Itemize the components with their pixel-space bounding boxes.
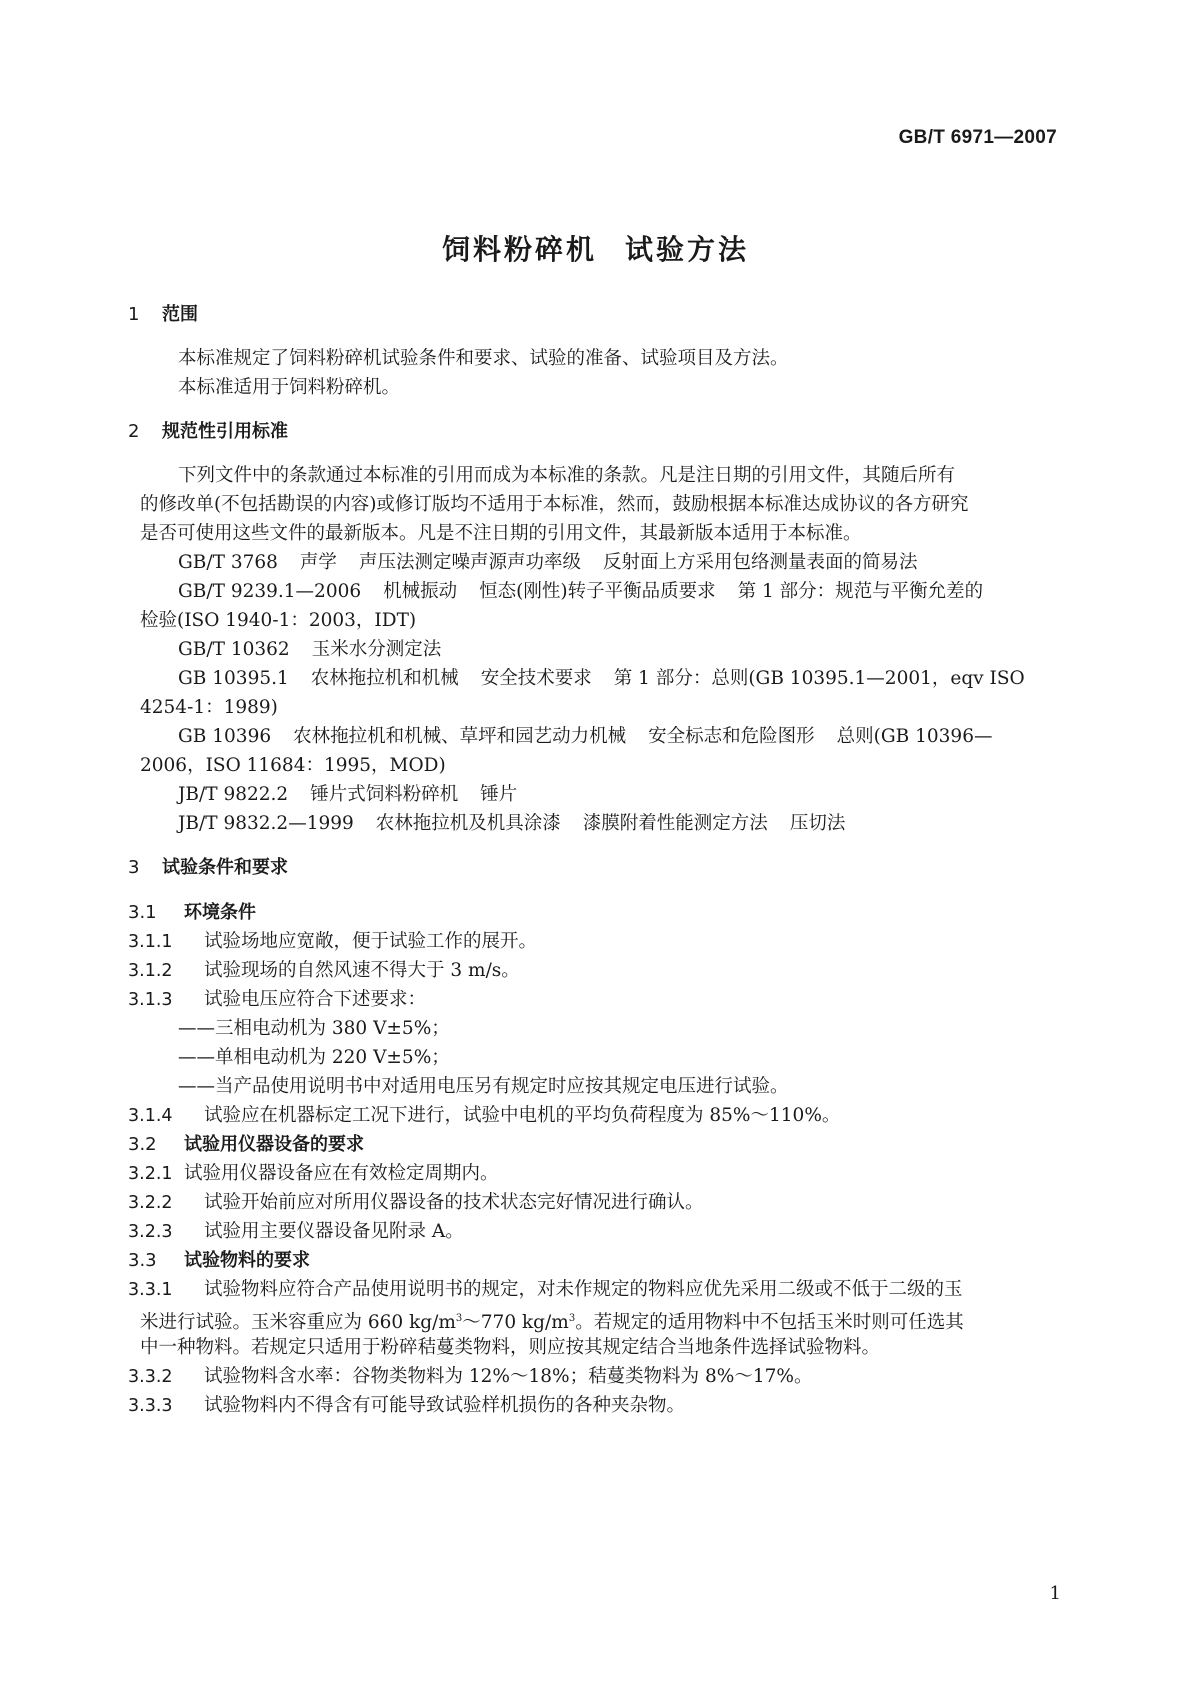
standard-code: GB/T 6971—2007 <box>898 127 1057 148</box>
ref-text: 玉米水分测定法 <box>311 639 442 660</box>
dash-list-item: ——单相电动机为 220 V±5%； <box>178 1047 450 1068</box>
clause-text: 试验用仪器设备应在有效检定周期内。 <box>184 1163 499 1184</box>
ref-code: GB/T 3768 <box>178 552 278 573</box>
subsection-number: 3.3 <box>128 1250 157 1271</box>
title-part-1: 饲料粉碎机 <box>441 233 597 266</box>
ref-code: GB 10395.1 <box>178 668 289 689</box>
clause-text: 试验用主要仪器设备见附录 A。 <box>204 1221 464 1242</box>
paragraph-line: 是否可使用这些文件的最新版本。凡是不注日期的引用文件，其最新版本适用于本标准。 <box>140 523 862 544</box>
clause-text: 试验场地应宽敞，便于试验工作的展开。 <box>204 931 538 952</box>
reference-continuation: 检验(ISO 1940-1：2003，IDT) <box>140 610 417 631</box>
section-number: 1 <box>128 304 140 325</box>
section-title: 范围 <box>162 304 198 325</box>
clause <box>128 959 520 983</box>
clause-number: 3.1.2 <box>128 961 173 981</box>
section-title: 试验条件和要求 <box>162 857 288 878</box>
clause-text: 试验物料内不得含有可能导致试验样机损伤的各种夹杂物。 <box>204 1395 686 1416</box>
ref-text: 农林拖拉机和机械 <box>310 668 459 689</box>
ref-text: 漆膜附着性能测定方法 <box>582 813 768 834</box>
ref-code: JB/T 9832.2—1999 <box>178 813 354 834</box>
clause-number: 3.2.2 <box>128 1193 173 1213</box>
section-3-heading <box>128 856 288 880</box>
ref-text: 压切法 <box>789 813 846 834</box>
clause-text: 试验物料含水率：谷物类物料为 12%～18%；秸蔓类物料为 8%～17%。 <box>204 1366 813 1387</box>
section-number: 3 <box>128 857 140 878</box>
clause <box>128 1278 963 1302</box>
reference-item <box>178 812 845 836</box>
ref-code: GB/T 10362 <box>178 639 290 660</box>
clause-number: 3.3.3 <box>128 1396 173 1416</box>
section-1-heading <box>128 303 198 327</box>
paragraph: 本标准规定了饲料粉碎机试验条件和要求、试验的准备、试验项目及方法。 <box>178 348 789 369</box>
ref-text: 机械振动 <box>383 581 458 602</box>
clause-continuation <box>140 1307 964 1335</box>
clause-text: 试验现场的自然风速不得大于 3 m/s。 <box>204 960 520 981</box>
paragraph-line: 的修改单(不包括勘误的内容)或修订版均不适用于本标准，然而，鼓励根据本标准达成协议的各方研究 <box>140 494 969 515</box>
reference-item <box>178 783 517 807</box>
dash-list-item: ——当产品使用说明书中对适用电压另有规定时应按其规定电压进行试验。 <box>178 1076 789 1097</box>
ref-text: 农林拖拉机和机械、草坪和园艺动力机械 <box>293 726 627 747</box>
reference-item <box>178 667 1025 691</box>
ref-text: 声压法测定噪声源声功率级 <box>358 552 581 573</box>
ref-text: 第 1 部分：规范与平衡允差的 <box>737 581 984 602</box>
reference-item <box>178 551 917 575</box>
clause-number: 3.1.3 <box>128 990 173 1010</box>
clause-number: 3.3.1 <box>128 1280 173 1300</box>
superscript: 3 <box>568 1313 576 1324</box>
clause <box>128 1191 704 1215</box>
ref-code: JB/T 9822.2 <box>178 784 289 805</box>
clause-number: 3.3.2 <box>128 1367 173 1387</box>
clause-text: 试验物料应符合产品使用说明书的规定，对未作规定的物料应优先采用二级或不低于二级的玉 <box>204 1279 963 1300</box>
clause-number: 3.2.1 <box>128 1164 173 1184</box>
clause-number: 3.1.1 <box>128 932 173 952</box>
clause <box>128 930 537 954</box>
subsection-number: 3.2 <box>128 1134 157 1155</box>
ref-text: 农林拖拉机及机具涂漆 <box>375 813 561 834</box>
subsection-title: 试验物料的要求 <box>184 1250 310 1271</box>
reference-item <box>178 725 992 749</box>
paragraph: 本标准适用于饲料粉碎机。 <box>178 377 401 398</box>
clause-text: 试验应在机器标定工况下进行，试验中电机的平均负荷程度为 85%～110%。 <box>204 1105 841 1126</box>
subsection-title: 试验用仪器设备的要求 <box>184 1134 364 1155</box>
superscript: 3 <box>455 1313 463 1324</box>
section-number: 2 <box>128 421 140 442</box>
reference-continuation: 4254-1：1989) <box>140 697 278 718</box>
clause-number: 3.2.3 <box>128 1222 173 1242</box>
title-part-2: 试验方法 <box>625 233 750 266</box>
clause-text: ～770 kg/m <box>462 1312 569 1334</box>
section-2-heading <box>128 420 288 444</box>
reference-item <box>178 580 983 604</box>
paragraph-line: 下列文件中的条款通过本标准的引用而成为本标准的条款。凡是注日期的引用文件，其随后所有 <box>178 465 956 486</box>
ref-text: 恒态(刚性)转子平衡品质要求 <box>479 581 716 602</box>
ref-text: 安全标志和危险图形 <box>648 726 815 747</box>
clause <box>128 1394 685 1418</box>
section-title: 规范性引用标准 <box>162 421 288 442</box>
clause <box>128 1104 840 1128</box>
document-title <box>0 228 1191 268</box>
ref-code: GB 10396 <box>178 726 272 747</box>
ref-text: 锤片 <box>480 784 518 805</box>
ref-text: 声学 <box>299 552 337 573</box>
clause-continuation: 中一种物料。若规定只适用于粉碎秸蔓类物料，则应按其规定结合当地条件选择试验物料。 <box>140 1337 881 1358</box>
ref-text: 锤片式饲料粉碎机 <box>310 784 459 805</box>
clause <box>128 1365 812 1389</box>
subsection-heading <box>128 1249 310 1273</box>
clause-text: 试验开始前应对所用仪器设备的技术状态完好情况进行确认。 <box>204 1192 704 1213</box>
subsection-heading <box>128 1133 364 1157</box>
clause-text: 米进行试验。玉米容重应为 660 kg/m <box>140 1312 456 1334</box>
ref-code: GB/T 9239.1—2006 <box>178 581 362 602</box>
reference-item <box>178 638 441 662</box>
clause-number: 3.1.4 <box>128 1106 173 1126</box>
ref-text: 总则(GB 10396— <box>836 726 993 747</box>
subsection-heading <box>128 901 256 925</box>
reference-continuation: 2006，ISO 11684：1995，MOD) <box>140 755 446 776</box>
clause <box>128 1220 464 1244</box>
clause-text: 。若规定的适用物料中不包括玉米时则可任选其 <box>575 1312 964 1334</box>
clause-text: 试验电压应符合下述要求： <box>204 989 427 1010</box>
ref-text: 第 1 部分：总则(GB 10395.1—2001，eqv ISO <box>613 668 1025 689</box>
subsection-number: 3.1 <box>128 902 157 923</box>
ref-text: 反射面上方采用包络测量表面的简易法 <box>602 552 918 573</box>
page-number: 1 <box>1049 1583 1061 1604</box>
subsection-title: 环境条件 <box>184 902 256 923</box>
ref-text: 安全技术要求 <box>480 668 592 689</box>
clause <box>128 988 426 1012</box>
clause <box>128 1162 499 1186</box>
dash-list-item: ——三相电动机为 380 V±5%； <box>178 1018 450 1039</box>
